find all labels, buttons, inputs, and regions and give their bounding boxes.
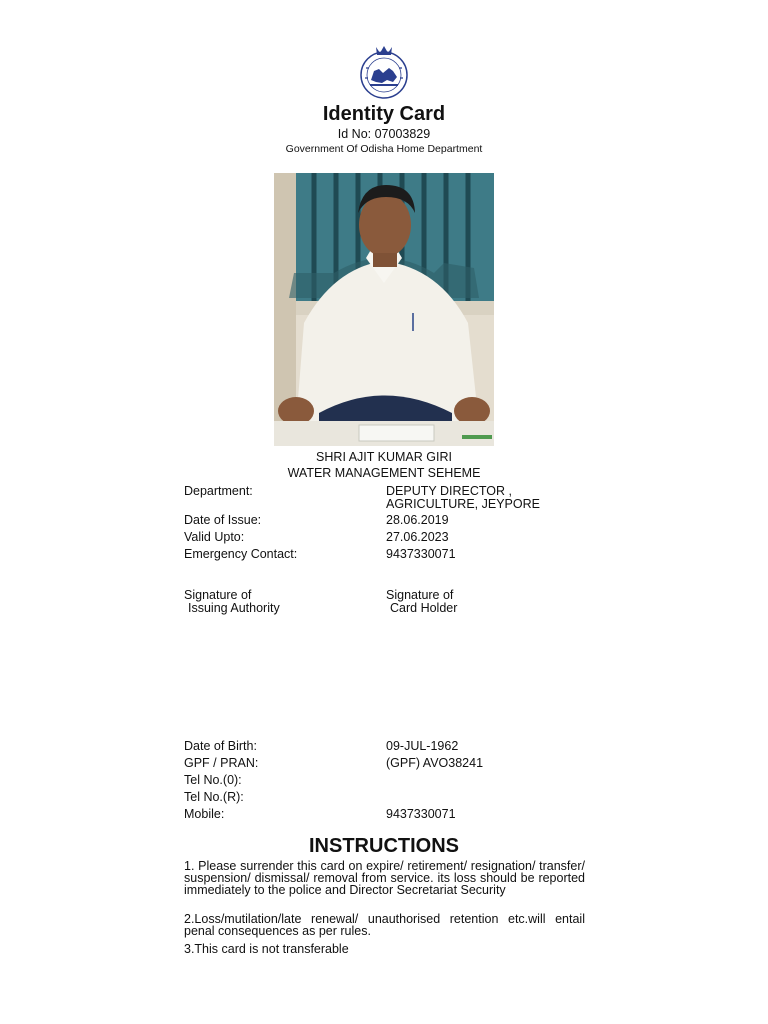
department-line-1: DEPUTY DIRECTOR , bbox=[386, 484, 512, 498]
card-title: Identity Card bbox=[322, 103, 446, 125]
signature-line-2: Card Holder bbox=[390, 600, 458, 615]
signature-line-2: Issuing Authority bbox=[188, 600, 280, 615]
detail-value: 9437330071 bbox=[386, 547, 456, 561]
holder-scheme: WATER MANAGEMENT SEHEME bbox=[287, 466, 481, 480]
detail-value: 27.06.2023 bbox=[386, 530, 449, 544]
odisha-government-seal-icon bbox=[356, 44, 412, 100]
card-holder-photo bbox=[274, 173, 494, 446]
detail-label: Date of Issue: bbox=[184, 513, 262, 527]
detail-value: (GPF) AVO38241 bbox=[386, 756, 484, 770]
detail-label: Tel No.(R): bbox=[184, 790, 244, 804]
department-line-2: AGRICULTURE, JEYPORE bbox=[386, 496, 540, 511]
detail-row-department bbox=[184, 485, 604, 511]
holder-name: SHRI AJIT KUMAR GIRI bbox=[316, 450, 452, 464]
instruction-item: 1. Please surrender this card on expire/ retirement/ resignation/ transfer/ suspension/ dismissal/ removal from service. its loss should be reported immediately to the police and Director Secretariat Security bbox=[184, 859, 585, 897]
detail-label: Date of Birth: bbox=[184, 739, 257, 753]
detail-label: Valid Upto: bbox=[184, 530, 245, 544]
issuing-authority-signature bbox=[184, 589, 280, 614]
detail-label: Tel No.(0): bbox=[184, 773, 242, 787]
detail-label: Department: bbox=[184, 484, 253, 498]
instruction-item: 3.This card is not transferable bbox=[184, 942, 349, 956]
detail-value bbox=[386, 485, 606, 510]
detail-label: Mobile: bbox=[184, 807, 225, 821]
detail-value: 9437330071 bbox=[386, 807, 456, 821]
detail-value: 09-JUL-1962 bbox=[386, 739, 459, 753]
detail-value: 28.06.2019 bbox=[386, 513, 449, 527]
instructions-title: INSTRUCTIONS bbox=[309, 835, 459, 857]
signature-line-1: Signature of bbox=[386, 588, 454, 602]
detail-label: Emergency Contact: bbox=[184, 547, 298, 561]
signature-line-1: Signature of bbox=[184, 588, 252, 602]
government-department: Government Of Odisha Home Department bbox=[285, 143, 483, 155]
detail-label: GPF / PRAN: bbox=[184, 756, 259, 770]
instruction-item: 2.Loss/mutilation/late renewal/ unauthorised retention etc.will entail penal consequences as per rules. bbox=[184, 912, 585, 938]
id-number: Id No: 07003829 bbox=[337, 127, 431, 141]
card-holder-signature bbox=[386, 589, 457, 614]
